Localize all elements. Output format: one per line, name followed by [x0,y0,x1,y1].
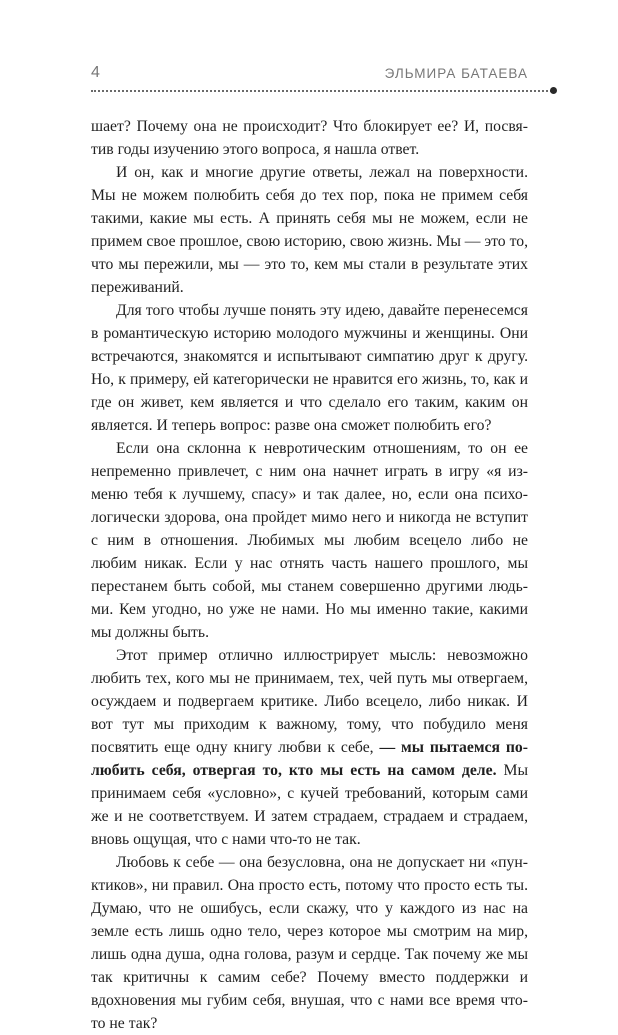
header-rule-end-dot [550,87,557,94]
paragraph-4: Если она склонна к невротическим отношениям, то он ее непременно привлечет, с ним она начнет играть в игру «я изменю тебя к лучшему, спасу» и так далее, но, если она психологически здорова, она пройдет мимо него и никогда не вступит с ним в отношения. Любимых мы любим всецело либо не любим никак. Если у нас отнять часть нашего прошлого, мы перестанем быть собой, мы станем совершенно другими людьми. Кем угодно, но уже не нами. Но мы именно такие, какими мы должны быть. [91,440,528,641]
paragraph-5-text-end: Мы принимаем себя «условно», с кучей требований, которым сами же и не соответствуем. И затем страдаем, страдаем и страдаем, вновь ощущая, что с нами что-то не так. [91,762,528,848]
running-header [91,64,528,90]
paragraph-3: Для того чтобы лучше понять эту идею, давайте перенесемся в романтическую историю молодого мужчины и женщины. Они встречаются, знакомятся и испытывают симпатию друг к другу. Но, к примеру, ей категорически не нравится его жизнь, то, как и где он живет, кем является и что сделало его таким, каким он является. И теперь вопрос: разве она сможет полюбить его? [91,302,528,434]
page-number: 4 [91,64,101,81]
paragraph-5-bold-emphasis: — мы пытаемся полюбить себя, отвергая то, кто мы есть на самом деле. [91,739,528,779]
paragraph-1: шает? Почему она не происходит? Что блокирует ее? И, посвятив годы изучению этого вопроса, я нашла ответ. [91,118,528,158]
paragraph-5-text-start: Этот пример отлично иллюстрирует мысль: невозможно любить тех, кого мы не принимаем, тех, чей путь мы отвергаем, осуждаем и подвергаем критике. Либо всецело, либо никак. И вот тут мы приходим к важному, тому, что побудило меня посвятить еще одну книгу любви к себе, [91,647,528,756]
paragraph-5 [91,644,528,851]
paragraph-6: Любовь к себе — она безусловна, она не допускает ни «пунктиков», ни правил. Она просто есть, потому что просто есть ты. Думаю, что не ошибусь, если скажу, что у каждого из нас на земле есть лишь одно тело, через которое мы смотрим на мир, лишь одна душа, одна голова, разум и сердце. Так почему же мы так критичны к самим себе? Почему вместо поддержки и вдохновения мы губим себя, внушая, что с нами все время что-то не так? [91,854,528,1032]
paragraph-2: И он, как и многие другие ответы, лежал на поверхности. Мы не можем полюбить себя до тех пор, пока не примем себя такими, какие мы есть. А принять себя мы не можем, если не примем свое прошлое, свою историю, свою жизнь. Мы — это то, что мы пережили, мы — это то, кем мы стали в результате этих переживаний. [91,164,528,296]
header-dotted-rule [91,90,552,92]
running-header-author: ЭЛЬМИРА БАТАЕВА [384,66,528,81]
page-body [91,115,528,1035]
